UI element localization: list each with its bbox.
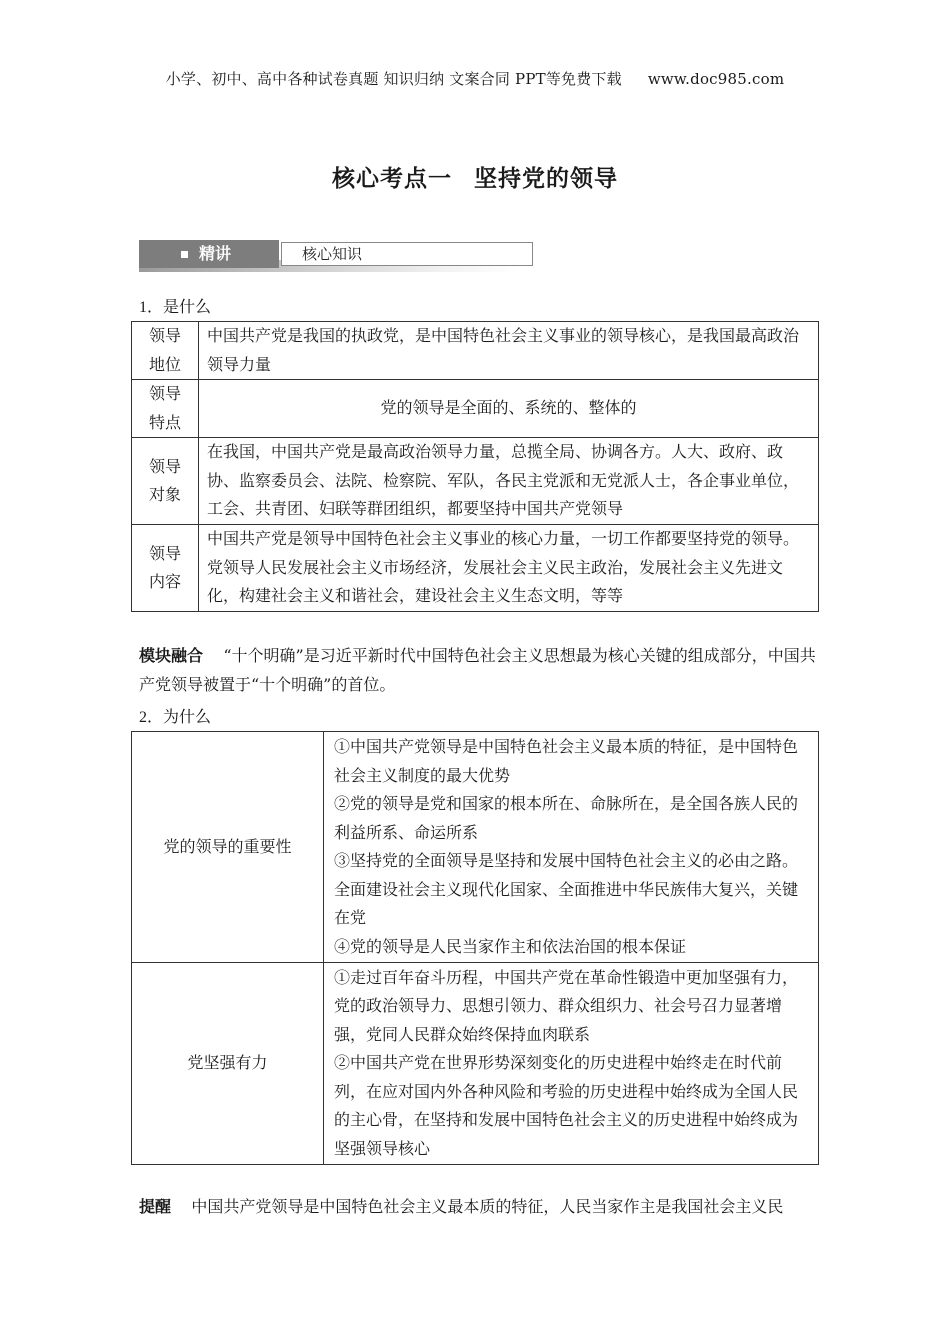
header-text: 小学、初中、高中各种试卷真题 知识归纳 文案合同 PPT等免费下载	[165, 70, 622, 88]
table-row	[132, 963, 819, 1165]
table-row	[132, 438, 819, 525]
list-item: ②中国共产党在世界形势深刻变化的历史进程中始终走在时代前列，在应对国内外各种风险和考验的历史进程中始终成为全国人民的主心骨，在坚持和发展中国特色社会主义的历史进程中始终成为坚强领导核心	[334, 1053, 799, 1158]
row-value	[324, 732, 819, 963]
banner-left-label: 精讲	[199, 244, 232, 263]
what-table	[131, 321, 819, 612]
title-part2: 坚持党的领导	[474, 166, 618, 192]
square-bullet-icon	[181, 251, 188, 258]
note2-label: 提醒	[139, 1197, 172, 1216]
list-item: ③坚持党的全面领导是坚持和发展中国特色社会主义的必由之路。全面建设社会主义现代化国家、全面推进中华民族伟大复兴，关键在党	[334, 851, 799, 927]
list-item: ①走过百年奋斗历程，中国共产党在革命性锻造中更加坚强有力，党的政治领导力、思想引领力、群众组织力、社会号召力显著增强，党同人民群众始终保持血肉联系	[334, 967, 799, 1044]
banner-right-label: 核心知识	[302, 245, 363, 263]
banner-right-tab	[281, 242, 533, 266]
page-title	[0, 160, 950, 193]
row-value: 在我国，中国共产党是最高政治领导力量，总揽全局、协调各方。人大、政府、政协、监察委员会、法院、检察院、军队，各民主党派和无党派人士，各企事业单位，工会、共青团、妇联等群团组织，都要坚持中国共产党领导	[199, 438, 819, 525]
note2-text: 中国共产党领导是中国特色社会主义最本质的特征，人民当家作主是我国社会主义民	[191, 1197, 784, 1216]
row-key: 领导 对象	[132, 438, 199, 525]
note1-label: 模块融合	[139, 646, 204, 665]
module-fusion-note	[139, 642, 819, 699]
reminder-note	[139, 1193, 819, 1222]
section2-heading	[139, 704, 211, 727]
table-row	[132, 525, 819, 612]
header-site[interactable]: www.doc985.com	[647, 70, 785, 88]
section1-number: 1．	[139, 299, 164, 316]
row-value: 中国共产党是我国的执政党，是中国特色社会主义事业的领导核心，是我国最高政治领导力量	[199, 322, 819, 380]
note1-text: “十个明确”是习近平新时代中国特色社会主义思想最为核心关键的组成部分，中国共产党领导被置于“十个明确”的首位。	[139, 646, 816, 694]
row-key: 领导 地位	[132, 322, 199, 380]
section1-heading	[139, 294, 211, 317]
section1-title: 是什么	[163, 297, 212, 316]
banner-left-tab	[139, 240, 279, 268]
row-key: 领导 特点	[132, 380, 199, 438]
row-value: 中国共产党是领导中国特色社会主义事业的核心力量，一切工作都要坚持党的领导。党领导人民发展社会主义市场经济，发展社会主义民主政治，发展社会主义先进文化，构建社会主义和谐社会，建设社会主义生态文明，等等	[199, 525, 819, 612]
list-item: ②党的领导是党和国家的根本所在、命脉所在，是全国各族人民的利益所系、命运所系	[334, 794, 799, 842]
why-table	[131, 731, 819, 1165]
table-row	[132, 732, 819, 963]
table-row	[132, 380, 819, 438]
list-item: ①中国共产党领导是中国特色社会主义最本质的特征，是中国特色社会主义制度的最大优势	[334, 737, 799, 785]
section2-title: 为什么	[163, 707, 212, 726]
row-value: 党的领导是全面的、系统的、整体的	[199, 380, 819, 438]
row-key: 党坚强有力	[132, 963, 324, 1165]
page-header	[0, 68, 950, 89]
section-banner	[139, 240, 519, 272]
title-part1: 核心考点一	[332, 166, 452, 192]
table-row	[132, 322, 819, 380]
list-item: ④党的领导是人民当家作主和依法治国的根本保证	[334, 936, 687, 956]
row-value	[324, 963, 819, 1165]
section2-number: 2．	[139, 709, 164, 726]
row-key: 党的领导的重要性	[132, 732, 324, 963]
row-key: 领导 内容	[132, 525, 199, 612]
